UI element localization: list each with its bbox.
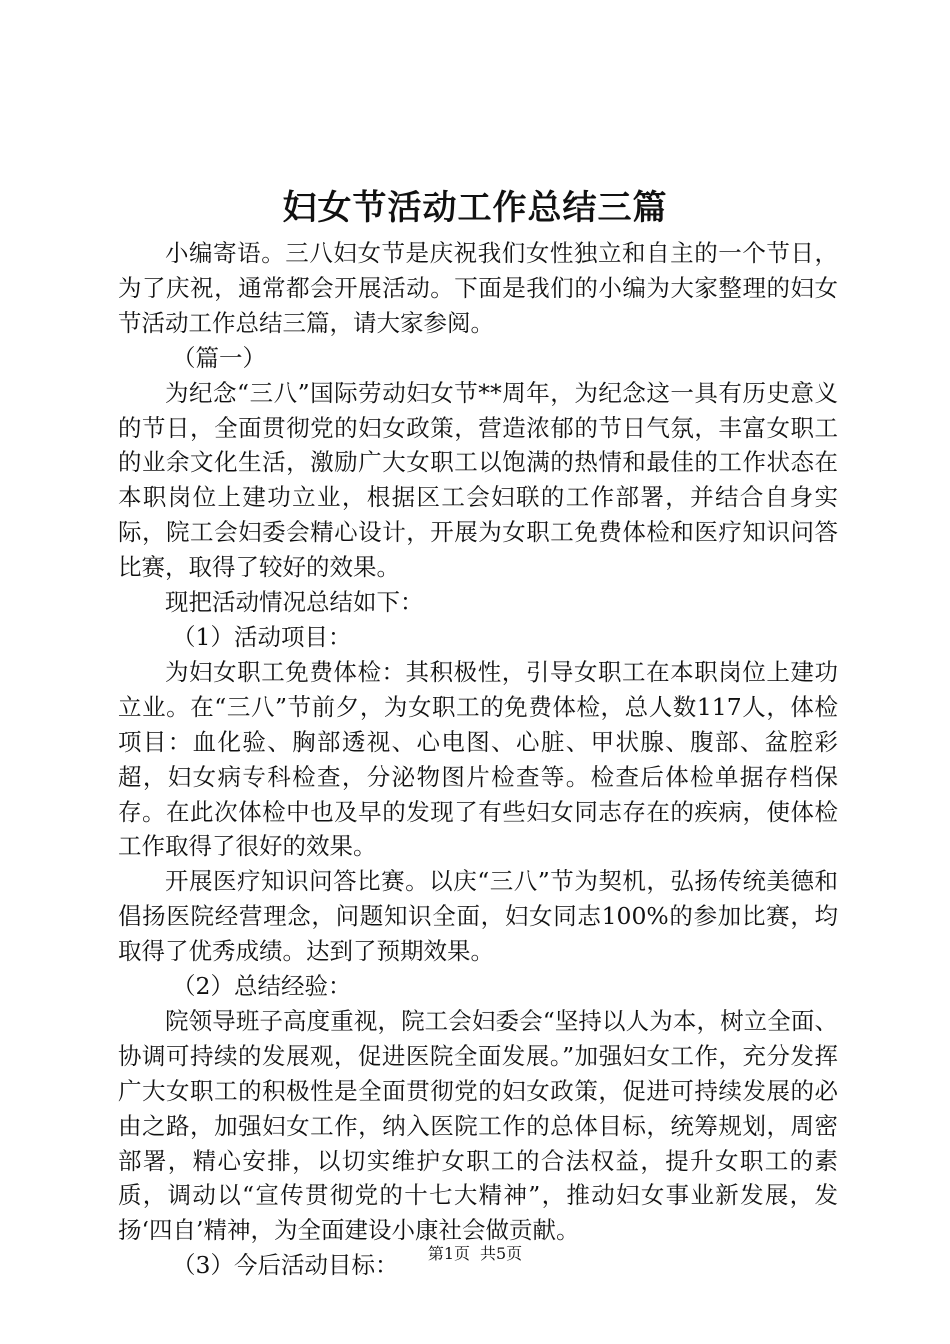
subheading-summary-experience: （2）总结经验： <box>172 972 352 1001</box>
intro-paragraph: 小编寄语。三八妇女节是庆祝我们女性独立和自主的一个节日，为了庆祝，通常都会开展活动。下面是我们的小编为大家整理的妇女节活动工作总结三篇，请大家参阅。 <box>118 239 838 337</box>
body-paragraph: 现把活动情况总结如下： <box>165 588 424 617</box>
body-paragraph: 为妇女职工免费体检：其积极性，引导女职工在本职岗位上建功立业。在“三八”节前夕，为女职工的免费体检，总人数117人，体检项目：血化验、胸部透视、心电图、心脏、甲状腺、腹部、盆腔彩超，妇女病专科检查，分泌物图片检查等。检查后体检单据存档保存。在此次体检中也及早的发现了有些妇女同志存在的疾病，使体检工作取得了很好的效果。 <box>118 657 838 861</box>
body-paragraph: 为纪念“三八”国际劳动妇女节**周年，为纪念这一具有历史意义的节日，全面贯彻党的妇女政策，营造浓郁的节日气氛，丰富女职工的业余文化生活，激励广大女职工以饱满的热情和最佳的工作状态在本职岗位上建功立业，根据区工会妇联的工作部署，并结合自身实际，院工会妇委会精心设计，开展为女职工免费体检和医疗知识问答比赛，取得了较好的效果。 <box>118 378 838 582</box>
subheading-activity-items: （1）活动项目： <box>172 622 352 651</box>
page-total: 共5页 <box>480 1244 523 1263</box>
section-heading-part-one: （篇一） <box>172 343 267 372</box>
body-paragraph: 开展医疗知识问答比赛。以庆“三八”节为契机，弘扬传统美德和倡扬医院经营理念，问题知识全面，妇女同志100%的参加比赛，均取得了优秀成绩。达到了预期效果。 <box>118 867 838 966</box>
subheading-future-goals: （3）今后活动目标： <box>172 1251 399 1280</box>
page-footer <box>0 1242 950 1266</box>
document-body <box>118 236 838 1283</box>
body-paragraph: 院领导班子高度重视，院工会妇委会“坚持以人为本，树立全面、协调可持续的发展观，促进医院全面发展。”加强妇女工作，充分发挥广大女职工的积极性是全面贯彻党的妇女政策，促进可持续发展的必由之路，加强妇女工作，纳入医院工作的总体目标，统筹规划，周密部署，精心安排，以切实维护女职工的合法权益，提升女职工的素质，调动以“宣传贯彻党的十七大精神”，推动妇女事业新发展，发扬‘四自’精神，为全面建设小康社会做贡献。 <box>118 1006 838 1245</box>
page-number: 第1页 <box>427 1244 470 1263</box>
document-title: 妇女节活动工作总结三篇 <box>282 188 668 228</box>
